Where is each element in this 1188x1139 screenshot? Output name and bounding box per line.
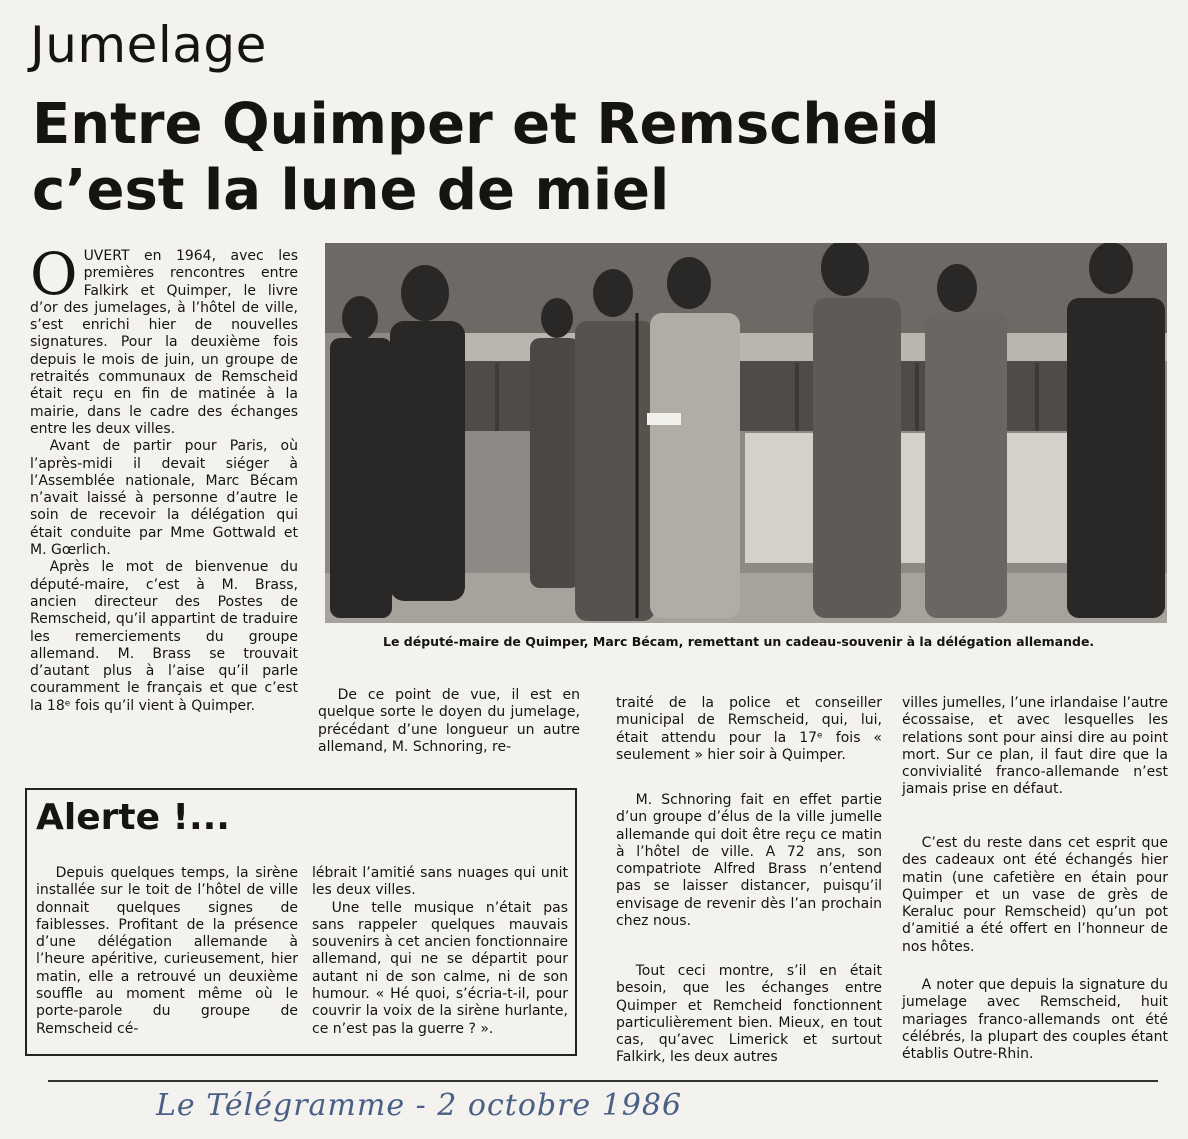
photo-illustration bbox=[325, 243, 1167, 623]
handwritten-source-note: Le Télégramme - 2 octobre 1986 bbox=[156, 1088, 683, 1123]
article-kicker: Jumelage bbox=[30, 16, 267, 74]
headline-line-1: Entre Quimper et Remscheid bbox=[32, 92, 940, 157]
article-column-1 bbox=[30, 240, 298, 715]
paragraph: De ce point de vue, il est en quelque sorte le doyen du jumelage, précédant d’une longueur un autre allemand, M. Schnoring, re- bbox=[318, 687, 580, 755]
article-column-4-paragraph-3 bbox=[902, 977, 1168, 1063]
paragraph: C’est du reste dans cet esprit que des cadeaux ont été échangés hier matin (une cafetière en étain pour Quimper et un vase de grès de Keraluc pour Remscheid) qu’un pot d’amitié a été offert en l’honneur de nos hôtes. bbox=[902, 835, 1168, 955]
paragraph: A noter que depuis la signature du jumelage avec Remscheid, huit mariages franco-allemands ont été célébrés, la plupart des couples étant établis Outre-Rhin. bbox=[902, 977, 1168, 1063]
paragraph: OUVERT en 1964, avec les premières rencontres entre Falkirk et Quimper, le livre d’or des jumelages, à l’hôtel de ville, s’est enrichi hier de nouvelles signatures. Pour la deuxième fois depuis le mois de juin, un groupe de retraités communaux de Remscheid était reçu en fin de matinée à la mairie, dans le cadre des échanges entre les deux villes. bbox=[30, 240, 298, 437]
alert-box-column-2 bbox=[312, 865, 568, 1038]
article-column-4-paragraph-2 bbox=[902, 835, 1168, 956]
paragraph: Après le mot de bienvenue du député-maire, c’est à M. Brass, ancien directeur des Postes de Remscheid, qu’il appartint de traduire les remerciements du groupe allemand. M. Brass se trouvait d’autant plus à l’aise qu’il parle couramment le français et que c’est la 18ᵉ fois qu’il vient à Quimper. bbox=[30, 559, 298, 714]
paragraph: M. Schnoring fait en effet partie d’un groupe d’élus de la ville jumelle allemande qui doit être reçu ce matin à l’hôtel de ville. A 72 ans, son compatriote Alfred Brass n’entend pas se laisser distancer, puisqu’il envisage de revenir dès l’an prochain chez nous. bbox=[616, 792, 882, 930]
alert-box-title: Alerte !... bbox=[36, 797, 230, 838]
article-column-3 bbox=[616, 695, 882, 764]
headline-line-2: c’est la lune de miel bbox=[32, 158, 670, 223]
paragraph: Une telle musique n’était pas sans rappeler quelques mauvais souvenirs à cet ancien fonctionnaire allemand, qui ne se départit pour autant ni de son calme, ni de son humour. « Hé quoi, s’écria-t-il, pour couvrir la voix de la sirène hurlante, ce n’est pas la guerre ? ». bbox=[312, 899, 568, 1037]
article-column-4 bbox=[902, 695, 1168, 799]
paragraph: Tout ceci montre, s’il en était besoin, que les échanges entre Quimper et Remcheid fonctionnent particulièrement bien. Mieux, en tout cas, qu’avec Limerick et surtout Falkirk, les deux autres bbox=[616, 963, 882, 1066]
paragraph: Avant de partir pour Paris, où l’après-midi il devait siéger à l’Assemblée nationale, Marc Bécam n’avait laissé à personne d’autre le soin de recevoir la délégation qui était conduite par Mme Gottwald et M. Gœrlich. bbox=[30, 438, 298, 559]
article-column-3-paragraph-2 bbox=[616, 792, 882, 930]
paragraph: villes jumelles, l’une irlandaise l’autre écossaise, et avec lesquelles les relations sont pour ainsi dire au point mort. Sur ce plan, il faut dire que la convivialité franco-allemande n’est jamais prise en défaut. bbox=[902, 695, 1168, 798]
paragraph: Depuis quelques temps, la sirène installée sur le toit de l’hôtel de ville donnait quelques signes de faiblesses. Profitant de la présence d’une délégation allemande à l’heure apéritive, curieusement, hier matin, elle a retrouvé un deuxième souffle au moment même où le porte-parole du groupe de Remscheid cé- bbox=[36, 865, 298, 1037]
paragraph: lébrait l’amitié sans nuages qui unit les deux villes. bbox=[312, 865, 568, 899]
photo-caption: Le député-maire de Quimper, Marc Bécam, remettant un cadeau-souvenir à la délégation allemande. bbox=[383, 634, 1095, 649]
article-photo bbox=[325, 243, 1167, 623]
dropcap: O bbox=[30, 240, 78, 308]
alert-box-column-1 bbox=[36, 865, 298, 1038]
article-headline bbox=[32, 92, 1052, 224]
paragraph: traité de la police et conseiller municipal de Remscheid, qui, lui, était attendu pour la 17ᵉ fois « seulement » hier soir à Quimper. bbox=[616, 695, 882, 763]
article-column-2 bbox=[318, 687, 580, 756]
article-column-3-paragraph-3 bbox=[616, 963, 882, 1067]
bottom-rule bbox=[48, 1080, 1158, 1082]
